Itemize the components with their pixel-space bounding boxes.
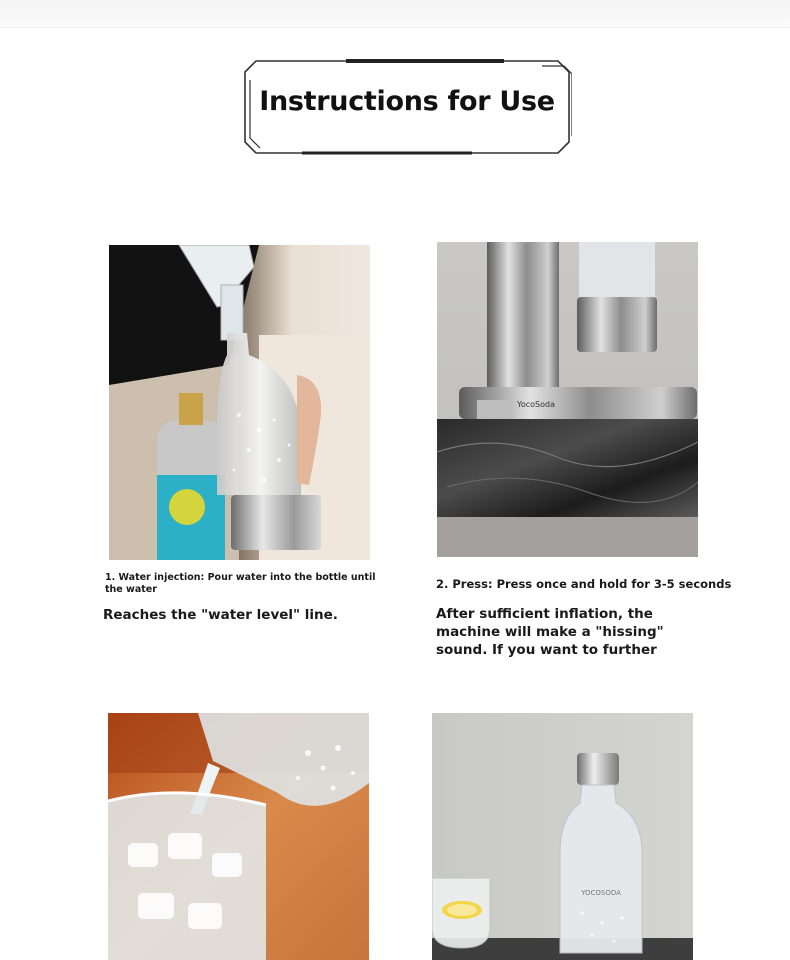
photo-pouring-glass <box>108 713 369 960</box>
machine-brand-label: YocoSoda <box>517 400 555 409</box>
bottle-brand-label: YOCOSODA <box>581 889 621 897</box>
step1-caption-large: Reaches the "water level" line. <box>103 607 338 623</box>
step2-caption-small: 2. Press: Press once and hold for 3-5 seconds <box>436 577 732 591</box>
step1-caption-small: 1. Water injection: Pour water into the bottle until the water <box>105 572 376 595</box>
photo-bottle-glass <box>432 713 693 960</box>
page-title: Instructions for Use <box>259 86 555 117</box>
photo-water-injection <box>109 245 370 560</box>
photo-machine-press <box>437 242 698 557</box>
title-badge <box>242 58 572 156</box>
top-strip <box>0 0 790 28</box>
step2-caption-large: After sufficient inflation, the machine will make a "hissing" sound. If you want to further <box>436 606 664 658</box>
